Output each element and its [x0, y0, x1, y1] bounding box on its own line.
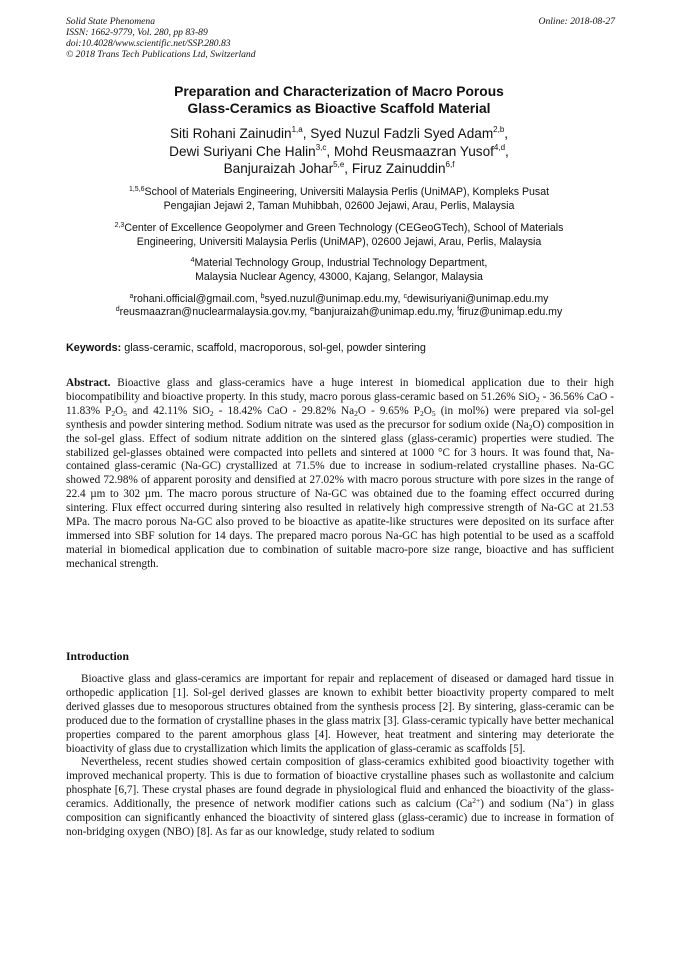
- author-list: [64, 125, 614, 178]
- email-link[interactable]: reusmaazran@nuclearmalaysia.gov.my,: [119, 306, 308, 318]
- superscript: +: [564, 796, 570, 806]
- keywords-label: Keywords:: [66, 342, 122, 354]
- subscript: 2: [528, 422, 533, 432]
- author-name: Dewi Suriyani Che Halin: [169, 143, 316, 159]
- affiliation-sup: 2,3: [114, 222, 125, 229]
- doi-line: doi:10.4028/www.scientific.net/SSP.280.83: [66, 37, 231, 49]
- author-sup: 2,b: [493, 125, 505, 134]
- author-line-1: Siti Rohani Zainudin$^{1,a}$, Syed Nuzul Fadzli Syed Adam$^{2,b}$,: [169, 125, 509, 141]
- email-sup: e: [310, 306, 315, 313]
- email-link[interactable]: firuz@unimap.edu.my: [459, 306, 563, 318]
- abstract-text: O: [423, 404, 432, 417]
- issn-line: ISSN: 1662-9779, Vol. 280, pp 83-89: [66, 26, 208, 38]
- author-sup: 4,d: [493, 142, 506, 152]
- affiliation-1: [64, 185, 614, 213]
- paragraph: Bioactive glass and glass-ceramics are important for repair and replacement of diseased or damaged hard tissue in orthopedic application [1]. Sol-gel derived glasses are known to exhibit better bioactivity property compared to melt derived glasses due to mesoporous structures obtained from the synthesis process [2]. By sintering, glass-ceramic can be produced due to the formation of crystalline phases in the glass matrix [3]. Glass-ceramic typically have better mechanical properties compared to the parent amorphous glass [4]. However, heat treatment and sintering may deteriorate the bioactivity of glass due to crystallization which limits the application of glass-ceramic as scaffolds [5].: [66, 673, 614, 755]
- intro-body: [66, 673, 614, 840]
- subscript: 2: [111, 408, 116, 418]
- email-sup: d: [115, 306, 120, 313]
- abstract-label: Abstract.: [66, 377, 111, 389]
- affiliation-line: [64, 256, 614, 270]
- abstract-text: Bioactive glass and glass-ceramics have a huge interest in biomedical application due to their high biocompatibility and bioactive property. In this study, macro porous glass-ceramic based on 51.26% SiO: [66, 377, 614, 403]
- email-sup: f: [457, 306, 460, 313]
- subscript: 5: [431, 408, 436, 418]
- author-sup: 5,e: [333, 160, 345, 169]
- affiliation-text: Engineering, Universiti Malaysia Perlis (UniMAP), 02600 Jejawi, Arau, Perlis, Malaysia: [136, 236, 542, 248]
- copyright-line: © 2018 Trans Tech Publications Ltd, Switzerland: [66, 48, 256, 60]
- author-name: Siti Rohani Zainudin: [169, 126, 292, 141]
- abstract-paragraph: [66, 377, 614, 572]
- email-link[interactable]: rohani.official@gmail.com,: [133, 293, 258, 305]
- author-name: Banjuraizah Johar: [223, 161, 334, 176]
- paragraph-text: Nevertheless, recent studies showed certain composition of glass-ceramics exhibited good bioactivity together with improved mechanical property. This is due to formation of bioactive crystalline phases such as wollastonite and calcium phosphate [6,7]. These crystal phases are found degrade in physiological fluid and enhanced the bioactivity of the glass-ceramics. Additionally, the presence of network modifier cations such as calcium (Ca: [66, 756, 614, 811]
- author-sup: 1,a: [291, 125, 303, 134]
- title-line-2: Glass-Ceramics as Bioactive Scaffold Material: [187, 101, 491, 116]
- paragraph: [66, 756, 614, 839]
- author-name: Mohd Reusmaazran Yusof: [333, 143, 494, 159]
- author-name: Firuz Zainuddin: [351, 161, 446, 176]
- author-sup: 3,c: [315, 142, 327, 152]
- journal-info: [66, 17, 256, 61]
- email-link[interactable]: dewisuriyani@unimap.edu.my: [406, 293, 549, 305]
- online-date: Online: 2018-08-27: [538, 16, 615, 27]
- paragraph-text: ) in glass composition can significantly enhanced the bioactivity of sintered glass (glass-ceramic) due to increase in formation of non-bridging oxygen (NBO) [8]. As far as our knowledge, study related to sodium: [66, 798, 614, 838]
- author-line-2: Dewi Suriyani Che Halin$^{3,c}$, Mohd Reusmaazran Yusof$^{4,d}$,: [169, 142, 509, 159]
- abstract-text: O) composition in the sol-gel glass. Effect of sodium nitrate addition on the sintered glass (glass-ceramic) properties were studied. The stabilized gel-glasses obtained were compacted into pellets and sintered at 1000 °C for 3 hours. It was found that, Na-contained glass-ceramic (Na-GC) crystallized at 71.5% due to increase in sodium-related crystalline phases. Na-GC showed 72.98% of apparent porosity and densified at 27.02% with macro porous structure with pore sizes in the range of 22.4 µm to 302 µm. The macro porous structure of Na-GC was obtained due to the foaming effect occurred during sintering. Flux effect occurred during sintering also resulted in relatively high compressive strength of Na-GC at 21.53 MPa. The macro porous Na-GC also proved to be bioactive as apatite-like structures were deposited on its surface after immersed into SBF solution for 14 days. The prepared macro porous Na-GC has high potential to be used as a scaffold material in biomedical application due to combination of suitable macro-pore size range, bioactive and has sufficient mechanical strength.: [66, 418, 615, 570]
- title-line-1: Preparation and Characterization of Macro Porous: [174, 84, 504, 99]
- affiliation-text: School of Materials Engineering, Universiti Malaysia Perlis (UniMAP), Kompleks Pusat: [144, 186, 550, 198]
- paper-title: [64, 83, 614, 117]
- section-heading: Introduction: [66, 650, 129, 663]
- affiliation-sup: 4: [190, 257, 195, 264]
- email-sup: b: [260, 293, 265, 300]
- subscript: 2: [354, 408, 358, 418]
- author-sup: 6,f: [445, 160, 455, 169]
- abstract-text: O - 9.65% P: [357, 404, 421, 417]
- keywords-line: [66, 342, 426, 354]
- affiliation-text: Pengajian Jejawi 2, Taman Muhibbah, 02600 Jejawi, Arau, Perlis, Malaysia: [163, 200, 515, 212]
- email-sup: a: [129, 293, 134, 300]
- subscript: 2: [535, 394, 540, 404]
- abstract-text: - 18.42% CaO - 29.82% Na: [213, 404, 355, 417]
- affiliation-text: Material Technology Group, Industrial Technology Department,: [194, 257, 488, 269]
- affiliation-line: [64, 185, 614, 199]
- affiliation-line: [64, 221, 614, 235]
- abstract-text: and 42.11% SiO: [126, 404, 210, 417]
- subscript: 2: [420, 408, 424, 418]
- email-link[interactable]: banjuraizah@unimap.edu.my,: [314, 306, 455, 318]
- keywords-text: glass-ceramic, scaffold, macroporous, sol-gel, powder sintering: [124, 342, 426, 354]
- email-sup: c: [403, 293, 407, 300]
- affiliation-text: Malaysia Nuclear Agency, 43000, Kajang, Selangor, Malaysia: [195, 271, 483, 283]
- subscript: 5: [123, 408, 127, 418]
- email-list: [64, 293, 614, 319]
- affiliation-2: [64, 221, 614, 249]
- paragraph-text: ) and sodium (Na: [480, 798, 565, 811]
- abstract-text: O: [115, 404, 124, 417]
- journal-name: Solid State Phenomena: [66, 16, 155, 27]
- author-name: Syed Nuzul Fadzli Syed Adam: [310, 126, 494, 141]
- affiliation-sup: 1,5,6: [128, 186, 145, 193]
- email-line-2: [64, 306, 614, 319]
- affiliation-text: Center of Excellence Geopolymer and Green Technology (CEGeoGTech), School of Materials: [124, 222, 564, 234]
- abstract-text: - 36.56% CaO - 11.83% P: [66, 390, 614, 417]
- email-line-1: [64, 293, 614, 306]
- author-line-3: Banjuraizah Johar$^{5,e}$, Firuz Zainuddin$^{6,f}$: [223, 160, 455, 176]
- email-link[interactable]: syed.nuzul@unimap.edu.my,: [264, 293, 401, 305]
- abstract-text: (in mol%) were prepared via sol-gel synthesis and powder sintering method. Sodium nitrate was used as the precursor for sodium oxide (Na: [66, 404, 614, 431]
- subscript: 2: [209, 408, 214, 418]
- affiliation-3: [64, 256, 614, 284]
- superscript: 2+: [472, 796, 481, 806]
